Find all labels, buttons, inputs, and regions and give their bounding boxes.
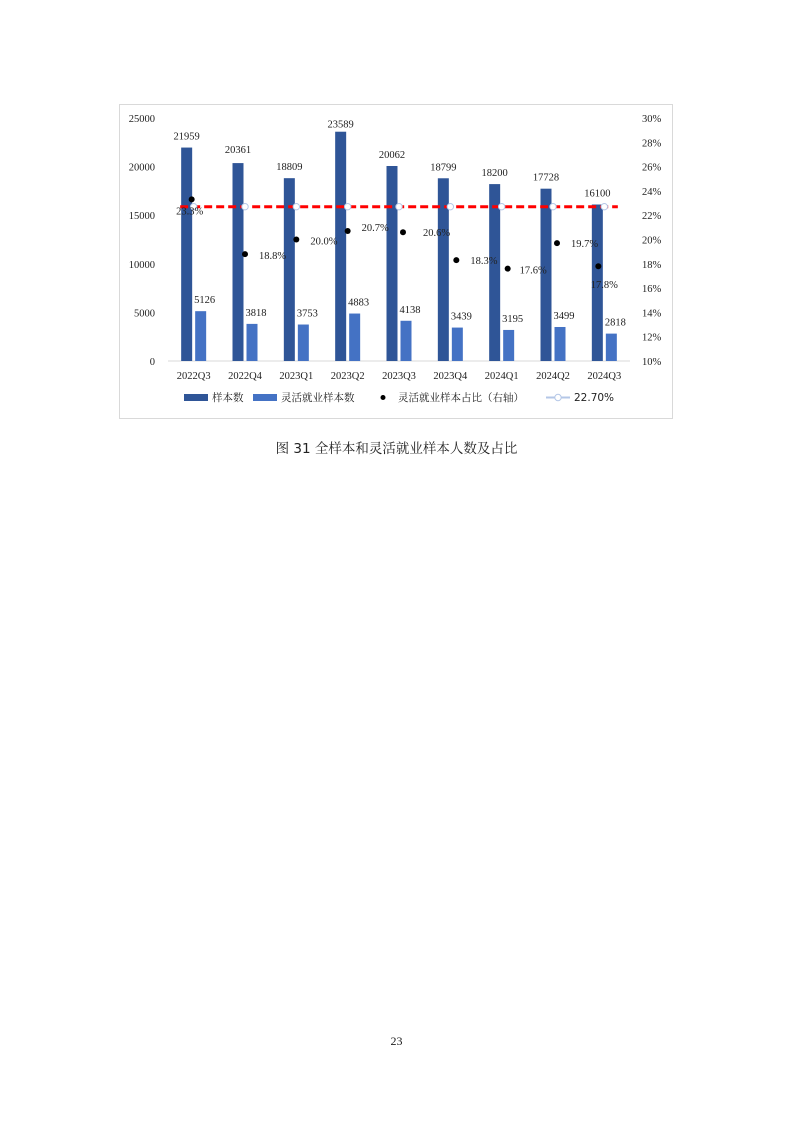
x-axis-tick-label: 2022Q3: [176, 371, 211, 382]
left-axis-tick-label: 10000: [128, 259, 155, 271]
ratio-point: [293, 237, 299, 243]
ratio-point-label: 18.3%: [470, 256, 498, 268]
bar-flexible-count: [606, 334, 617, 361]
bar-sample-count-label: 18200: [481, 168, 508, 180]
bar-flexible-count: [247, 324, 258, 361]
ratio-point-label: 23.3%: [176, 206, 204, 218]
bar-flexible-count-label: 2818: [604, 317, 626, 329]
ratio-point-label: 20.6%: [423, 228, 451, 240]
average-line-marker: [344, 203, 350, 209]
x-axis-labels: [177, 371, 622, 382]
ratio-point: [400, 229, 406, 235]
bar-flexible-count-label: 3439: [450, 311, 472, 323]
legend-label-sample-count: 样本数: [212, 392, 244, 404]
bar-sample-count-label: 20062: [378, 149, 406, 161]
bar-flexible-count: [503, 330, 514, 361]
x-axis-tick-label: 2023Q1: [279, 371, 314, 382]
average-line: [180, 203, 618, 209]
bar-flexible-count: [452, 328, 463, 361]
bar-flexible-count-label: 3818: [245, 307, 267, 319]
ratio-point: [345, 228, 351, 234]
legend-label-ratio: 灵活就业样本占比（右轴）: [398, 392, 524, 404]
legend-swatch-sample-count: [184, 394, 208, 401]
bar-sample-count-label: 17728: [532, 172, 560, 184]
page-number: 23: [390, 1034, 403, 1048]
bar-flexible-count: [555, 327, 566, 361]
bar-flexible-count: [349, 314, 360, 361]
bar-sample-count: [387, 166, 398, 361]
right-axis-tick-label: 12%: [642, 332, 662, 344]
ratio-point-label: 20.7%: [361, 222, 389, 234]
ratio-point-label: 17.8%: [590, 280, 618, 292]
ratio-point: [505, 266, 511, 272]
x-axis-tick-label: 2024Q2: [536, 371, 570, 382]
bar-sample-count-label: 23589: [327, 119, 354, 131]
ratio-point: [242, 251, 248, 257]
bar-flexible-count-label: 3195: [502, 313, 524, 325]
right-axis-tick-label: 14%: [642, 308, 662, 320]
legend-swatch-ratio: [381, 395, 386, 400]
x-axis-tick-label: 2023Q4: [433, 371, 468, 382]
bar-flexible-count: [401, 321, 412, 361]
bar-sample-count-label: 21959: [173, 131, 200, 143]
ratio-point: [554, 240, 560, 246]
right-axis: [642, 114, 662, 368]
x-axis-tick-label: 2024Q1: [484, 371, 519, 382]
ratio-point-label: 18.8%: [259, 251, 287, 263]
legend: [184, 391, 614, 404]
legend-label-flexible-count: 灵活就业样本数: [281, 392, 355, 404]
bar-flexible-count-label: 4138: [399, 304, 421, 316]
average-line-marker: [447, 203, 453, 209]
x-axis-tick-label: 2023Q3: [382, 371, 416, 382]
bar-sample-count-label: 20361: [224, 145, 252, 157]
average-line-marker: [293, 203, 299, 209]
legend-label-average: 22.70%: [574, 392, 615, 404]
average-line-marker: [498, 203, 504, 209]
left-axis-tick-label: 0: [149, 357, 155, 368]
right-axis-tick-label: 20%: [642, 235, 662, 247]
bar-sample-count-label: 18809: [276, 162, 303, 174]
bar-sample-count: [489, 184, 500, 361]
ratio-point-label: 19.7%: [571, 239, 599, 251]
ratio-point: [595, 263, 601, 269]
bar-flexible-count-label: 5126: [194, 295, 216, 307]
left-axis-tick-label: 5000: [134, 308, 155, 320]
legend-swatch-flexible-count: [253, 394, 277, 401]
right-axis-tick-label: 10%: [642, 357, 662, 368]
bar-sample-count: [233, 163, 244, 361]
average-line-marker: [601, 203, 607, 209]
x-axis-tick-label: 2022Q4: [228, 371, 262, 382]
right-axis-tick-label: 26%: [642, 162, 662, 174]
ratio-point-label: 20.0%: [310, 236, 338, 248]
right-axis-tick-label: 28%: [642, 138, 662, 150]
right-axis-tick-label: 16%: [642, 284, 662, 296]
right-axis-tick-label: 24%: [642, 186, 662, 198]
figure-caption: 图 31 全样本和灵活就业样本人数及占比: [275, 441, 518, 457]
bar-flexible-count-label: 4883: [348, 297, 370, 309]
legend-swatch-average-marker: [555, 394, 561, 400]
ratio-point: [453, 257, 459, 263]
chart-svg: [120, 105, 674, 420]
left-axis-tick-label: 25000: [128, 114, 155, 125]
left-axis-tick-label: 20000: [128, 162, 155, 174]
average-line-marker: [550, 203, 556, 209]
x-axis-tick-label: 2023Q2: [330, 371, 365, 382]
ratio-point: [189, 196, 195, 202]
ratio-point-label: 17.6%: [519, 265, 547, 277]
bar-flexible-count-label: 3499: [553, 310, 575, 322]
bar-flexible-count: [195, 311, 206, 361]
bar-sample-count-label: 18799: [430, 162, 457, 174]
right-axis-tick-label: 30%: [642, 114, 662, 125]
average-line-marker: [242, 203, 248, 209]
left-axis-tick-label: 15000: [128, 211, 155, 223]
average-line-marker: [396, 203, 402, 209]
x-axis-tick-label: 2024Q3: [587, 371, 622, 382]
bar-flexible-count: [298, 325, 309, 361]
right-axis-tick-label: 18%: [642, 259, 662, 271]
bar-flexible-count-label: 3753: [296, 308, 318, 320]
chart-frame: [119, 104, 673, 419]
bar-sample-count-label: 16100: [584, 188, 611, 200]
bar-sample-count: [181, 148, 192, 361]
right-axis-tick-label: 22%: [642, 211, 662, 223]
